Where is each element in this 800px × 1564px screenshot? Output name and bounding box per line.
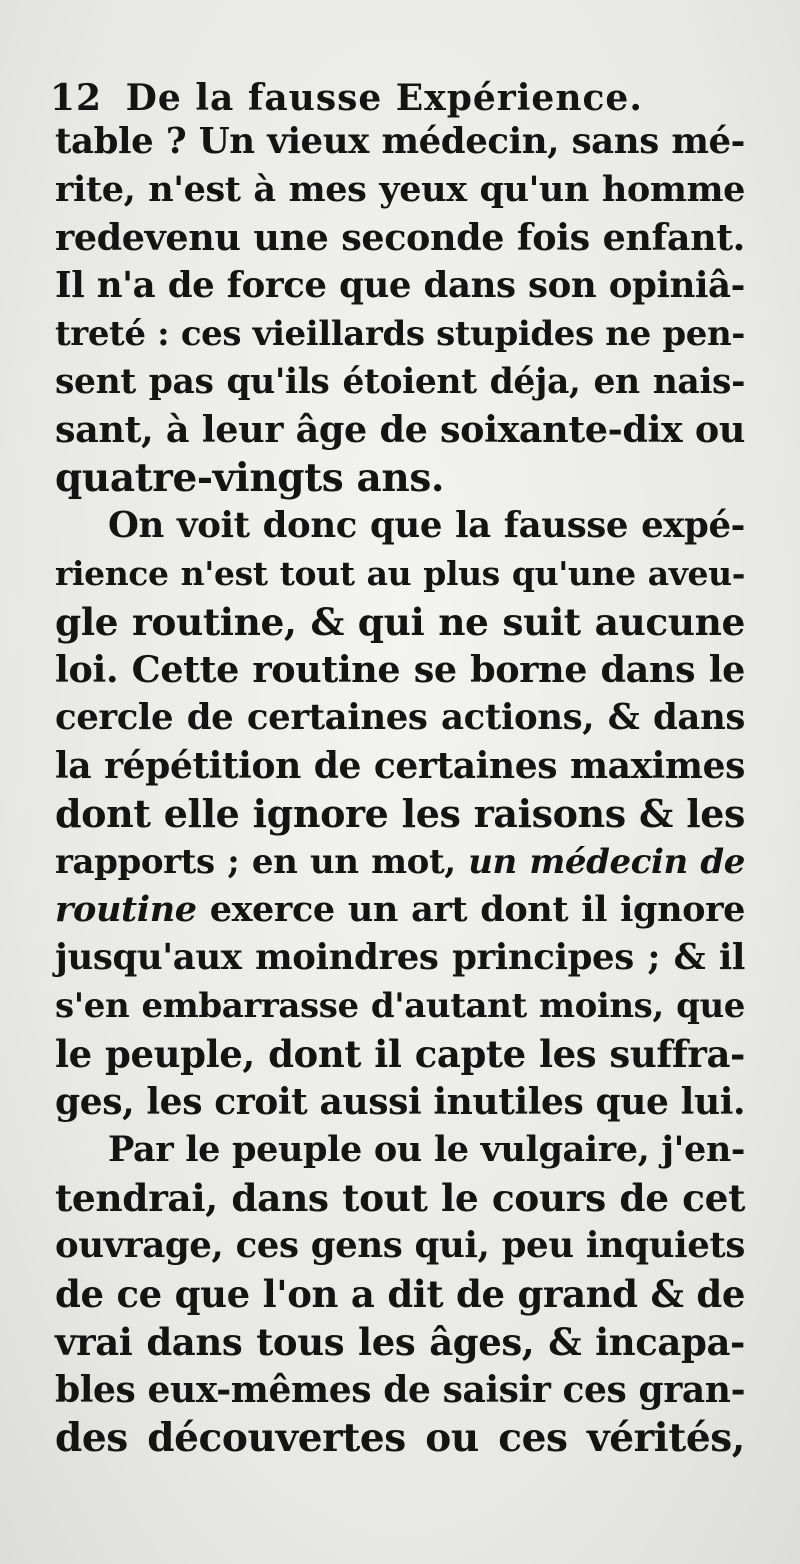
text-line: loi. Cette routine se borne dans le xyxy=(55,648,745,691)
text-line: sent pas qu'ils étoient déja, en nais- xyxy=(55,362,745,402)
text-run: rapports ; en un mot, xyxy=(55,842,469,882)
italic-run: routine xyxy=(55,889,197,930)
text-run: exerce un art dont il ignore xyxy=(196,889,745,930)
text-line: dont elle ignore les raisons & les xyxy=(55,791,745,836)
text-line: gle routine, & qui ne suit aucune xyxy=(55,600,745,644)
text-line: Par le peuple ou le vulgaire, j'en- xyxy=(108,1129,745,1170)
text-line: table ? Un vieux médecin, sans mé- xyxy=(55,121,745,162)
text-line: quatre-vingts ans. xyxy=(55,455,445,501)
text-line: redevenu une seconde fois enfant. xyxy=(55,216,745,259)
text-line: ouvrage, ces gens qui, peu inquiets xyxy=(55,1225,745,1266)
text-line: de ce que l'on a dit de grand & de xyxy=(55,1272,745,1316)
text-line: tendrai, dans tout le cours de cet xyxy=(55,1176,745,1220)
text-line: sant, à leur âge de soixante-dix ou xyxy=(55,408,745,451)
text-line: rite, n'est à mes yeux qu'un homme xyxy=(55,169,745,210)
running-title: De la fausse Expérience. xyxy=(125,77,643,119)
text-line: ges, les croit aussi inutiles que lui. xyxy=(55,1081,746,1123)
text-line: rience n'est tout au plus qu'une aveu- xyxy=(55,554,745,593)
text-line: des découvertes ou ces vérités, xyxy=(55,1415,745,1461)
page-number: 12 xyxy=(50,77,103,119)
text-line: bles eux-mêmes de saisir ces gran- xyxy=(55,1369,746,1411)
text-line: vrai dans tous les âges, & incapa- xyxy=(55,1320,745,1364)
text-line: On voit donc que la fausse expé- xyxy=(108,505,745,546)
text-line xyxy=(55,838,745,886)
text-line: cercle de certaines actions, & dans xyxy=(55,697,745,738)
text-line: jusqu'aux moindres principes ; & il xyxy=(55,937,745,978)
text-line: Il n'a de force que dans son opiniâ- xyxy=(55,265,745,306)
text-line: s'en embarrasse d'autant moins, que xyxy=(55,986,745,1026)
italic-run: un médecin de xyxy=(468,842,745,882)
text-line xyxy=(55,886,745,934)
text-line: le peuple, dont il capte les suffra- xyxy=(55,1032,745,1076)
text-line: la répétition de certaines maximes xyxy=(55,745,745,787)
text-line: treté : ces vieillards stupides ne pen- xyxy=(55,314,745,354)
